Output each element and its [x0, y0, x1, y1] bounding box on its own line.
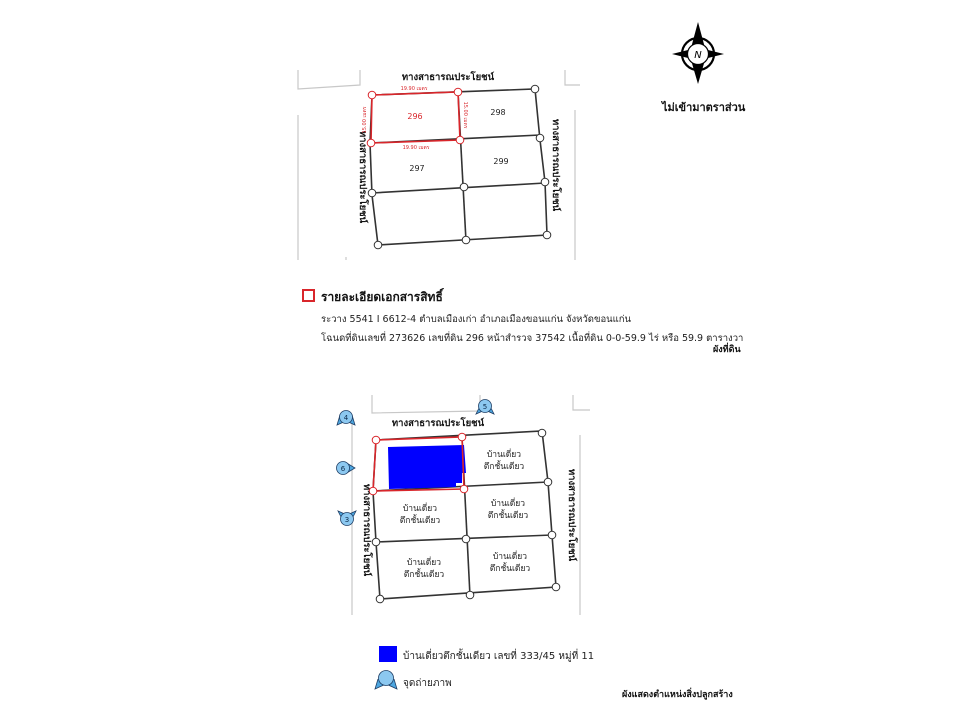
- dimension-label: 19.90 เมตร: [400, 86, 428, 92]
- map1-caption: ผังที่ดิน: [713, 345, 741, 355]
- parcel-label: 296: [407, 112, 423, 121]
- map1-road-top: ทางสาธารณประโยชน์: [401, 72, 495, 83]
- document-legend-title: รายละเอียดเอกสารสิทธิ์: [321, 290, 443, 304]
- deed-info-line-2: โฉนดที่ดินเลขที่ 273626 เลขที่ดิน 296 หน้าสำรวจ 37542 เนื้อที่ดิน 0-0-59.9 ไร่ หรือ 59.9 ตารางวา: [321, 333, 744, 344]
- building-location-map: [290, 385, 600, 615]
- building-legend-label: บ้านเดี่ยวตึกชั้นเดียว เลขที่ 333/45 หมู่ที่ 11: [403, 651, 595, 662]
- north-arrow-icon: [672, 18, 728, 84]
- deed-info-line-1: ระวาง 5541 I 6612-4 ตำบลเมืองเก่า อำเภอเมืองขอนแก่น จังหวัดขอนแก่น: [321, 314, 632, 325]
- photo-point-legend-icon: [374, 669, 398, 691]
- svg-text:6: 6: [340, 465, 346, 473]
- photo-point-icon: [476, 400, 494, 415]
- house-label: บ้านเดี่ยว: [406, 558, 442, 568]
- north-letter: N: [694, 50, 702, 61]
- map2-road-right: ทางสาธารณประโยชน์: [566, 468, 577, 562]
- house-label: ตึกชั้นเดียว: [399, 516, 441, 526]
- photo-point-icon: [337, 411, 355, 426]
- house-label: ตึกชั้นเดียว: [483, 462, 525, 472]
- parcel-label: 298: [490, 108, 506, 117]
- dimension-label: 19.90 เมตร: [402, 145, 430, 151]
- land-plot-map: [290, 65, 590, 260]
- house-label: บ้านเดี่ยว: [492, 552, 528, 562]
- map1-road-left: ทางสาธารณประโยชน์: [357, 130, 368, 224]
- map2-road-left: ทางสาธารณประโยชน์: [361, 483, 372, 577]
- map1-road-right: ทางสาธารณประโยชน์: [550, 118, 561, 212]
- dimension-label: 15.00 เมตร: [462, 101, 468, 129]
- map2-caption: ผังแสดงตำแหน่งสิ่งปลูกสร้าง: [622, 690, 733, 700]
- dimension-label: 15.00 เมตร: [362, 106, 368, 134]
- house-label: ตึกชั้นเดียว: [403, 570, 445, 580]
- svg-text:4: 4: [343, 414, 349, 422]
- house-label: ตึกชั้นเดียว: [487, 511, 529, 521]
- svg-text:3: 3: [344, 516, 350, 524]
- photo-point-legend-label: จุดถ่ายภาพ: [403, 678, 452, 689]
- document-legend-box: [302, 289, 315, 302]
- house-label: ตึกชั้นเดียว: [489, 564, 531, 574]
- parcel-label: 299: [493, 157, 509, 166]
- building-legend-swatch: [379, 646, 397, 662]
- parcel-label: 297: [409, 164, 425, 173]
- house-label: บ้านเดี่ยว: [490, 499, 526, 509]
- house-label: บ้านเดี่ยว: [486, 450, 522, 460]
- building-footprint: [388, 445, 466, 489]
- scale-note: ไม่เข้ามาตราส่วน: [662, 101, 746, 114]
- photo-point-icon: [338, 511, 356, 526]
- map2-road-top: ทางสาธารณประโยชน์: [391, 418, 485, 429]
- svg-text:5: 5: [482, 403, 488, 411]
- house-label: บ้านเดี่ยว: [402, 504, 438, 514]
